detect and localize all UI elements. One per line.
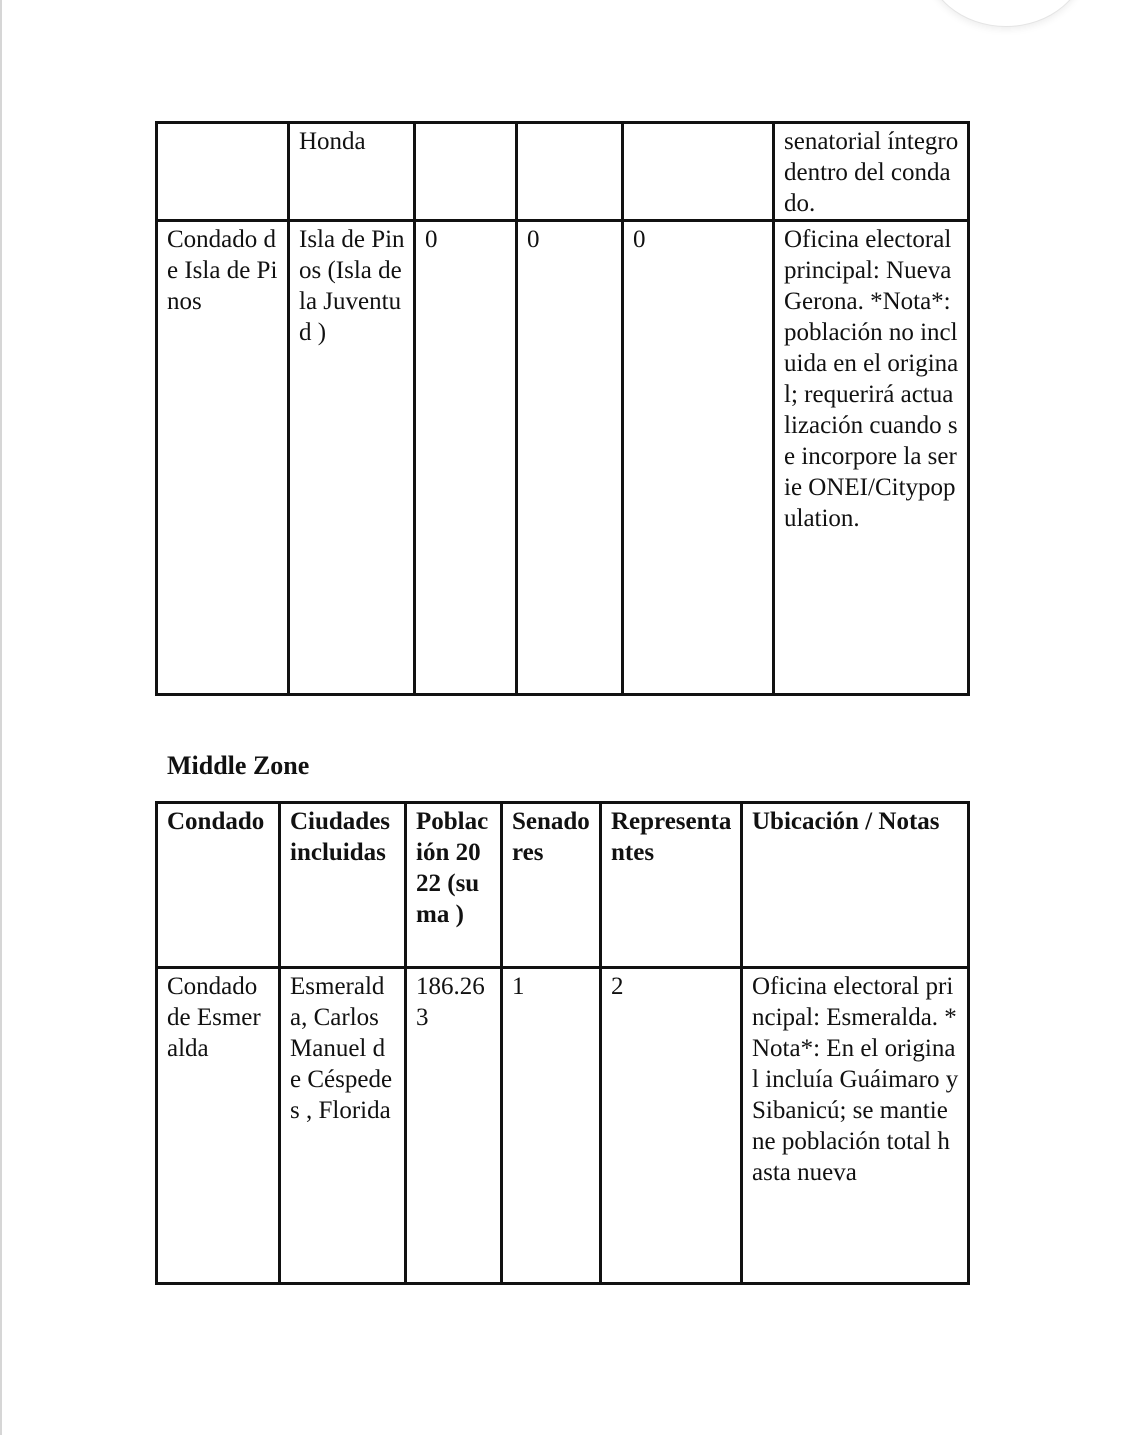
header-population: Población 2022 (suma ) <box>406 803 502 968</box>
counties-table-continued <box>155 121 970 696</box>
table-header-row <box>157 803 969 968</box>
cities-cell: Honda <box>289 123 415 221</box>
population-cell: 0 <box>415 221 517 695</box>
population-cell <box>415 123 517 221</box>
population-cell: 186.263 <box>406 968 502 1284</box>
floating-action-button[interactable] <box>925 0 1087 27</box>
county-cell <box>157 123 289 221</box>
header-county: Condado <box>157 803 280 968</box>
header-representatives: Representantes <box>601 803 742 968</box>
page-left-edge <box>0 0 2 1435</box>
representatives-cell: 0 <box>623 221 774 695</box>
county-cell: Condado de Isla de Pinos <box>157 221 289 695</box>
county-cell: Condado de Esmeralda <box>157 968 280 1284</box>
senators-cell: 1 <box>502 968 601 1284</box>
header-senators: Senadores <box>502 803 601 968</box>
section-title: Middle Zone <box>167 751 310 780</box>
representatives-cell: 2 <box>601 968 742 1284</box>
middle-zone-table <box>155 801 970 1285</box>
cities-cell: Esmeralda, Carlos Manuel de Céspedes , Florida <box>280 968 406 1284</box>
notes-cell: Oficina electoral principal: Esmeralda. *Nota*: En el original incluía Guáimaro y Sibanicú; se mantiene población total hasta nueva <box>742 968 969 1284</box>
notes-cell: Oficina electoral principal: Nueva Gerona. *Nota*: población no incluida en el original; requerirá actualización cuando se incorpore la serie ONEI/Citypopulation. <box>774 221 969 695</box>
table-row <box>157 123 969 221</box>
table-row <box>157 221 969 695</box>
table-row <box>157 968 969 1284</box>
representatives-cell <box>623 123 774 221</box>
header-notes: Ubicación / Notas <box>742 803 969 968</box>
senators-cell: 0 <box>517 221 623 695</box>
senators-cell <box>517 123 623 221</box>
notes-cell: senatorial íntegro dentro del condado. <box>774 123 969 221</box>
header-cities: Ciudades incluidas <box>280 803 406 968</box>
cities-cell: Isla de Pinos (Isla de la Juventud ) <box>289 221 415 695</box>
